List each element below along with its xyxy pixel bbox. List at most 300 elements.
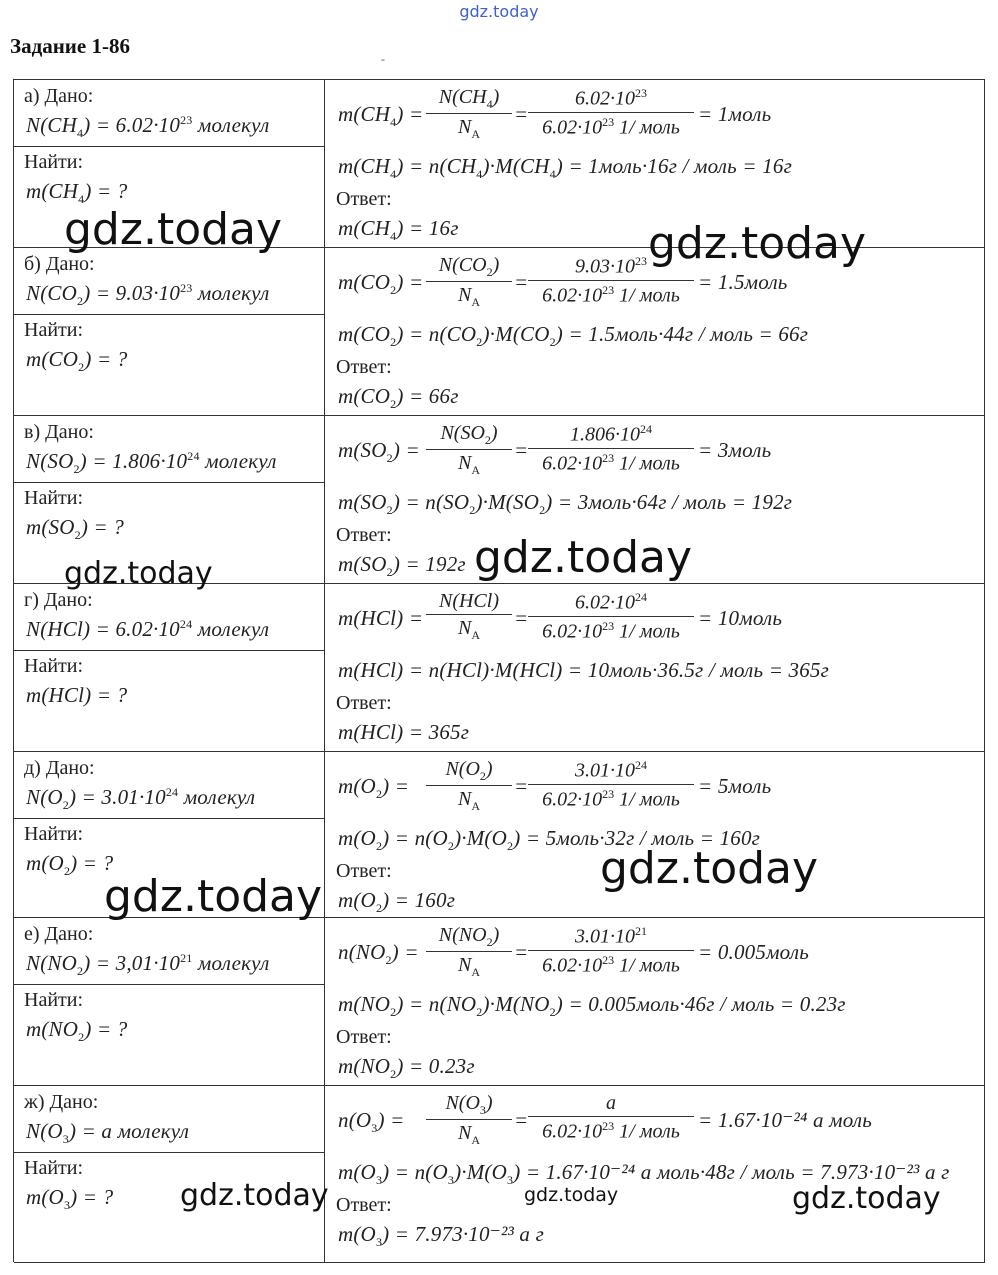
math-script: 2 <box>386 503 393 518</box>
math-text: ) = n(NO <box>396 992 477 1016</box>
math-text: N <box>457 284 472 306</box>
math-script: 2 <box>469 503 476 518</box>
math-text: )·M(O <box>454 826 507 850</box>
find-value <box>26 1185 113 1213</box>
given-column <box>14 248 325 415</box>
fraction-denominator <box>426 452 512 478</box>
math-text: ) <box>485 1092 493 1114</box>
math-text: m(NO <box>338 992 391 1016</box>
fraction-numerator <box>426 590 512 613</box>
math-script: 2 <box>390 335 397 350</box>
answer-label: Ответ: <box>336 524 392 546</box>
math-script: 2 <box>375 839 383 854</box>
watermark: gdz.today <box>792 1181 941 1216</box>
math-script: A <box>471 295 480 309</box>
math-script: 23 <box>602 282 615 297</box>
math-text: ) = 0.23г <box>396 1054 475 1078</box>
math-text: ) <box>492 590 499 612</box>
fraction-bar <box>426 281 512 282</box>
fraction-bar <box>528 616 694 617</box>
math-script: 23 <box>602 114 615 129</box>
math-text: N <box>457 1122 472 1144</box>
math-text: N(SO <box>440 422 485 444</box>
math-text: m(CH <box>338 216 391 240</box>
math-text: ) = n(O <box>382 1160 448 1184</box>
find-value <box>26 851 113 879</box>
equation-lhs <box>338 606 423 631</box>
math-text: m(CH <box>26 179 79 203</box>
find-value <box>26 515 124 543</box>
math-script: 4 <box>390 115 397 130</box>
math-script: 2 <box>78 1030 85 1045</box>
find-label: Найти: <box>24 655 84 677</box>
math-text: N(CH <box>26 113 77 137</box>
fraction-bar <box>528 1116 694 1117</box>
math-text: ) = 0.005моль·46г / моль = 0.23г <box>555 992 846 1016</box>
problem-block <box>14 918 985 1086</box>
divider <box>14 146 324 147</box>
math-script: 2 <box>76 964 84 979</box>
fraction <box>528 758 694 811</box>
fraction-denominator <box>528 283 694 308</box>
find-label: Найти: <box>24 989 84 1011</box>
watermark: gdz.today <box>64 204 283 255</box>
math-text: m(SO <box>338 552 387 576</box>
math-text: m(CO <box>338 322 391 346</box>
watermark: gdz.today <box>104 871 323 922</box>
math-text: m(CH <box>338 154 391 178</box>
math-text: ) <box>492 86 500 108</box>
math-script: 24 <box>640 422 652 436</box>
math-text: N(O <box>445 758 480 780</box>
math-text: m(NO <box>338 1054 391 1078</box>
math-text: ) = ? <box>84 179 128 203</box>
math-text: N <box>457 788 472 810</box>
math-text: m(O <box>338 774 376 798</box>
equation-result: = 10моль <box>698 606 783 630</box>
math-script: A <box>471 628 480 642</box>
math-script: 23 <box>602 450 615 465</box>
watermark: gdz.today <box>600 843 819 894</box>
math-text: )·M(NO <box>482 992 550 1016</box>
given-label: б) Дано: <box>24 253 95 275</box>
math-script: 4 <box>486 97 493 111</box>
math-text: m(SO <box>338 438 387 462</box>
math-text: ) = n(SO <box>392 490 470 514</box>
math-text: ) = 1.806·10 <box>79 449 188 473</box>
equals-sign: = <box>514 606 529 630</box>
math-script: 24 <box>187 449 200 463</box>
given-label: е) Дано: <box>24 923 94 945</box>
math-text: ) = ? <box>80 515 124 539</box>
given-label: а) Дано: <box>24 85 94 107</box>
math-text: 1/ моль <box>614 620 680 643</box>
math-script: 2 <box>386 565 393 580</box>
math-text: 1.806·10 <box>570 423 640 446</box>
math-script: 2 <box>375 787 383 802</box>
math-text: m(O <box>338 826 376 850</box>
math-text: 1/ моль <box>614 954 680 977</box>
math-text: 6.02·10 <box>542 452 603 475</box>
equals-sign: = <box>514 102 529 126</box>
math-text: ) = 365г <box>396 720 470 744</box>
given-label: ж) Дано: <box>24 1091 99 1113</box>
task-title: Задание 1-86 <box>10 34 130 58</box>
fraction-numerator <box>426 86 512 112</box>
math-text: m(CO <box>338 384 391 408</box>
find-label: Найти: <box>24 487 84 509</box>
math-text: N <box>457 954 472 976</box>
equation-result: = 5моль <box>698 774 772 798</box>
math-text: ) = ? <box>84 683 128 707</box>
fraction <box>426 1092 512 1148</box>
math-script: 4 <box>76 126 84 141</box>
fraction-bar <box>528 280 694 281</box>
equals-sign: = <box>514 774 529 798</box>
math-text: 6.02·10 <box>542 954 603 977</box>
problem-block <box>14 1086 985 1263</box>
math-text: m(CH <box>338 102 391 126</box>
math-text: )·M(O <box>454 1160 507 1184</box>
math-text: m(NO <box>26 1017 79 1041</box>
math-text: N <box>457 116 472 138</box>
given-value <box>26 113 269 141</box>
divider <box>14 1152 324 1153</box>
math-text: 1/ моль <box>614 1120 680 1143</box>
math-script: 2 <box>78 360 85 375</box>
math-text: m(HCl <box>26 683 85 707</box>
math-script: 23 <box>180 281 193 295</box>
math-text: ) <box>490 422 498 444</box>
fraction-denominator <box>528 787 694 812</box>
divider <box>14 818 324 819</box>
math-script: 2 <box>506 839 514 854</box>
fraction <box>426 254 512 310</box>
math-script: 2 <box>539 503 546 518</box>
math-text: молекул <box>192 617 270 641</box>
math-text: )·M(HCl <box>482 658 556 682</box>
fraction-denominator <box>426 116 512 142</box>
given-column <box>14 1086 325 1262</box>
answer-value <box>338 1054 475 1082</box>
equals-sign: = <box>514 270 529 294</box>
find-value <box>26 1017 128 1045</box>
math-script: 2 <box>486 935 493 949</box>
fraction <box>528 924 694 977</box>
math-text: N(NO <box>26 951 77 975</box>
divider <box>14 482 324 483</box>
answer-label: Ответ: <box>336 692 392 714</box>
math-text: ) = 160г <box>382 888 456 912</box>
math-text: 6.02·10 <box>575 591 635 614</box>
given-value <box>26 951 269 979</box>
math-text: a <box>606 1092 616 1114</box>
math-text: 1/ моль <box>614 116 680 139</box>
answer-value <box>338 384 459 412</box>
math-text: m(SO <box>26 515 75 539</box>
math-script: 23 <box>602 618 615 633</box>
math-script: 2 <box>476 1005 483 1020</box>
math-script: 2 <box>386 451 393 466</box>
math-text: 9.03·10 <box>575 255 635 278</box>
math-text: молекул <box>178 785 256 809</box>
fraction-numerator <box>426 758 512 784</box>
fraction <box>426 86 512 142</box>
given-column <box>14 918 325 1085</box>
math-script: A <box>471 463 480 477</box>
math-script: 3 <box>375 1235 383 1250</box>
math-text: N(HCl <box>26 617 84 641</box>
equals-sign: = <box>514 1108 529 1132</box>
math-text: молекул <box>199 449 277 473</box>
math-script: 24 <box>635 758 647 772</box>
fraction-denominator <box>528 953 694 978</box>
math-text: ) = 5моль·32г / моль = 160г <box>513 826 761 850</box>
math-text: ) = 1.5моль·44г / моль = 66г <box>555 322 809 346</box>
math-text: ) = 16г <box>396 216 459 240</box>
math-text: m(CO <box>26 347 79 371</box>
given-label: в) Дано: <box>24 421 94 443</box>
answer-label: Ответ: <box>336 188 392 210</box>
equation-result: = 1моль <box>698 102 772 126</box>
math-text: ) = 6.02·10 <box>83 113 181 137</box>
fraction-bar <box>528 784 694 785</box>
watermark: gdz.today <box>524 1184 619 1206</box>
math-text: ) = <box>392 438 420 462</box>
math-text: ) = 6.02·10 <box>83 617 180 641</box>
math-text: N(SO <box>26 449 74 473</box>
math-text: N(O <box>445 1092 480 1114</box>
math-script: 2 <box>62 798 69 813</box>
math-script: A <box>471 799 480 813</box>
mass-equation <box>338 322 808 350</box>
fraction <box>528 590 694 643</box>
math-text: N <box>457 617 472 639</box>
fraction-numerator <box>426 254 512 280</box>
math-script: 2 <box>385 953 392 968</box>
fraction-numerator <box>528 924 694 949</box>
math-text: N(NO <box>438 924 487 946</box>
equation-lhs <box>338 774 409 802</box>
math-text: ) = 3,01·10 <box>83 951 181 975</box>
answer-label: Ответ: <box>336 1194 392 1216</box>
math-script: 4 <box>390 229 397 244</box>
math-script: 2 <box>375 901 383 916</box>
equation-result: = 0.005моль <box>698 940 809 964</box>
math-text: ) = n(CO <box>396 322 477 346</box>
math-script: 2 <box>390 283 397 298</box>
math-text: )·M(SO <box>475 490 540 514</box>
dash-mark: - <box>381 52 385 66</box>
math-text: m(HCl <box>338 658 397 682</box>
fraction-numerator <box>528 758 694 783</box>
math-text: ) = <box>391 940 419 964</box>
fraction-numerator <box>528 86 694 111</box>
fraction-bar <box>426 951 512 952</box>
math-script: 3 <box>506 1173 514 1188</box>
watermark: gdz.today <box>648 218 867 269</box>
math-text: ) = 3моль·64г / моль = 192г <box>545 490 793 514</box>
math-text: ) <box>492 924 500 946</box>
divider <box>14 984 324 985</box>
problem-block <box>14 248 985 416</box>
math-text: )·M(CO <box>482 322 550 346</box>
math-text: )·M(CH <box>482 154 550 178</box>
equation-result: = 1.5моль <box>698 270 788 294</box>
math-text: m(CO <box>338 270 391 294</box>
divider <box>14 650 324 651</box>
problem-block <box>14 584 985 752</box>
math-text: ) = a молекул <box>68 1119 190 1143</box>
math-text: ) = 3.01·10 <box>68 785 166 809</box>
fraction <box>528 86 694 139</box>
equation-lhs <box>338 940 419 968</box>
watermark: gdz.today <box>180 1178 329 1213</box>
math-script: 2 <box>74 528 81 543</box>
math-text: ) = 1моль·16г / моль = 16г <box>555 154 792 178</box>
math-text: 6.02·10 <box>542 788 603 811</box>
math-text: 6.02·10 <box>542 116 603 139</box>
given-label: г) Дано: <box>24 589 93 611</box>
math-text: m(O <box>26 1185 64 1209</box>
math-script: 2 <box>484 433 491 447</box>
fraction-denominator <box>528 619 694 644</box>
fraction <box>426 590 512 643</box>
watermark: gdz.today <box>64 556 213 591</box>
given-value <box>26 1119 189 1147</box>
fraction-numerator <box>528 590 694 615</box>
math-script: 2 <box>486 265 493 279</box>
math-text: N(CO <box>26 281 77 305</box>
math-text: 6.02·10 <box>542 284 603 307</box>
find-value <box>26 179 128 207</box>
math-text: 6.02·10 <box>575 87 635 110</box>
fraction-bar <box>426 1119 512 1120</box>
math-text: m(O <box>338 1222 376 1246</box>
math-script: 4 <box>390 167 397 182</box>
math-text: молекул <box>192 951 270 975</box>
equals-sign: = <box>514 940 529 964</box>
math-script: A <box>471 127 480 141</box>
fraction-denominator <box>528 1119 694 1144</box>
math-script: 23 <box>602 1119 615 1133</box>
math-text: m(O <box>26 851 64 875</box>
given-value <box>26 281 269 309</box>
fraction <box>426 758 512 814</box>
site-link[interactable]: gdz.today <box>459 2 539 21</box>
fraction-bar <box>426 785 512 786</box>
math-text: ) = <box>396 606 424 630</box>
math-text: ) <box>492 254 500 276</box>
find-value <box>26 683 127 708</box>
math-text: ) = 66г <box>396 384 459 408</box>
find-label: Найти: <box>24 319 84 341</box>
answer-label: Ответ: <box>336 1026 392 1048</box>
math-text: ) = n(O <box>382 826 448 850</box>
watermark: gdz.today <box>474 532 693 583</box>
equation-result: = 1.67·10⁻²⁴ a моль <box>698 1108 872 1132</box>
math-script: 2 <box>549 335 556 350</box>
fraction-bar <box>528 448 694 449</box>
fraction-numerator <box>426 1092 512 1118</box>
math-script: 2 <box>390 1067 397 1082</box>
mass-equation <box>338 154 792 182</box>
math-text: N(O <box>26 1119 63 1143</box>
fraction-bar <box>528 112 694 113</box>
find-label: Найти: <box>24 1157 84 1179</box>
math-text: ) = n(HCl <box>396 658 483 682</box>
fraction <box>426 422 512 478</box>
fraction-bar <box>426 113 512 114</box>
math-script: 2 <box>76 294 84 309</box>
math-script: 3 <box>371 1121 378 1136</box>
fraction <box>528 422 694 475</box>
math-script: 24 <box>165 785 179 799</box>
find-label: Найти: <box>24 823 84 845</box>
math-text: молекул <box>192 113 270 137</box>
math-script: 24 <box>635 590 647 604</box>
math-script: 2 <box>390 397 397 412</box>
equation-lhs <box>338 438 420 466</box>
math-text: ) = ? <box>84 1017 128 1041</box>
answer-label: Ответ: <box>336 356 392 378</box>
math-text: m(O <box>338 888 376 912</box>
fraction-numerator <box>426 924 512 950</box>
math-text: 6.02·10 <box>542 1120 603 1143</box>
math-script: 23 <box>635 86 647 100</box>
fraction-bar <box>426 449 512 450</box>
fraction-numerator <box>426 422 512 448</box>
math-script: 2 <box>479 769 486 783</box>
fraction-denominator <box>426 617 512 643</box>
math-text: N(CH <box>438 86 487 108</box>
math-text: n(O <box>338 1108 372 1132</box>
math-script: 23 <box>180 113 193 127</box>
math-text: ) = <box>396 102 424 126</box>
math-script: 3 <box>447 1173 455 1188</box>
math-text: N <box>457 452 472 474</box>
math-script: A <box>471 1133 480 1147</box>
math-script: 23 <box>602 952 615 967</box>
math-text: ) = 192г <box>392 552 466 576</box>
fraction-denominator <box>528 115 694 140</box>
mass-equation <box>338 658 829 683</box>
math-text: ) = ? <box>84 347 128 371</box>
given-value <box>26 449 277 477</box>
math-text: 6.02·10 <box>542 620 603 643</box>
math-text: молекул <box>192 281 270 305</box>
math-text: n(NO <box>338 940 386 964</box>
math-text: m(O <box>338 1160 376 1184</box>
fraction-numerator <box>528 1092 694 1115</box>
mass-equation <box>338 992 846 1020</box>
math-text: ) <box>485 758 493 780</box>
equals-sign: = <box>514 438 529 462</box>
given-label: д) Дано: <box>24 757 95 779</box>
answer-value <box>338 720 469 745</box>
math-script: 24 <box>179 617 193 631</box>
fraction-denominator <box>426 954 512 980</box>
math-text: ) = ? <box>70 851 114 875</box>
math-script: 2 <box>447 839 455 854</box>
fraction-denominator <box>426 284 512 310</box>
math-script: 23 <box>635 254 647 268</box>
math-script: 3 <box>479 1103 486 1117</box>
math-text: ) = <box>396 270 424 294</box>
math-text: ) = 10моль·36.5г / моль = 365г <box>555 658 830 682</box>
math-text: ) = <box>382 774 410 798</box>
math-script: 2 <box>73 462 80 477</box>
